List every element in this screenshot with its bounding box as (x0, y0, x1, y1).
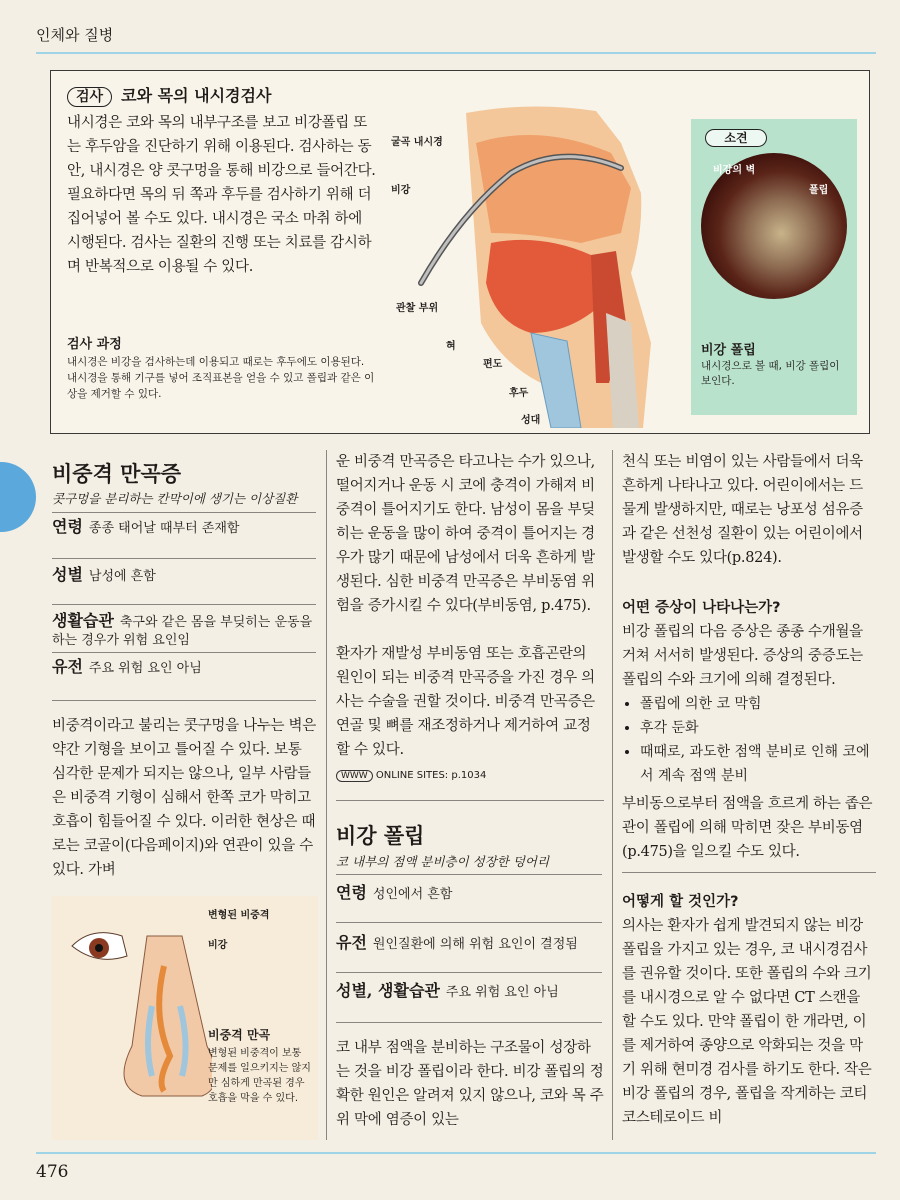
fact-key: 유전 (52, 657, 83, 676)
chapter-tab (0, 462, 36, 532)
footer-rule (36, 1152, 876, 1154)
polyp-subtitle: 코 내부의 점액 분비층이 성장한 덩어리 (336, 854, 550, 869)
rule (52, 558, 316, 559)
rule (52, 652, 316, 653)
fact-key: 유전 (336, 933, 367, 952)
finding-panel (691, 119, 857, 415)
polyp-fact-genetics (336, 934, 604, 954)
process-title: 검사 과정 (67, 337, 122, 352)
label-tongue: 혀 (446, 341, 456, 352)
what-text: 의사는 환자가 쉽게 발견되지 않는 비강 폴립을 가지고 있는 경우, 코 내시경검사를 권유할 것이다. 또한 폴립의 수와 크기를 내시경으로 알 수 없다면 CT 스캔을 할 수도 있다. 만약 폴립이 한 개라면, 이를 제거하여 종양으로 악화되는 것을 막기 위해 현미경 검사를 하기도 한다. 작은 비강 폴립의 경우, 폴립을 작게하는 코티코스테로이드 비 (622, 918, 872, 1126)
list-item: • 때때로, 과도한 점액 분비로 인해 코에서 계속 점액 분비 (640, 740, 876, 788)
rule (336, 972, 602, 973)
fact-value: 주요 위험 요인 아님 (88, 661, 202, 676)
finding-caption: 내시경으로 볼 때, 비강 폴립이 보인다. (701, 360, 840, 387)
process-text: 내시경은 비강을 검사하는데 이용되고 때로는 후두에도 이용된다. 내시경을 통해 기구를 넣어 조직표본을 얻을 수 있고 폴립과 같은 이상을 제거할 수 있다. (67, 356, 375, 400)
page-number: 476 (36, 1162, 69, 1182)
label-endoscope: 굴곡 내시경 (391, 137, 443, 148)
fact-key: 성별 (52, 565, 83, 584)
figure-caption-text: 변형된 비중격이 보통 문제를 일으키지는 않지만 심하게 만곡된 경우 호흡을 막을 수 있다. (208, 1048, 311, 1104)
fact-key: 성별, 생활습관 (336, 981, 440, 1000)
septum-body: 비중격이라고 불리는 콧구멍을 나누는 벽은 약간 기형을 보이고 틀어질 수 있다. 보통 심각한 문제가 되지는 않으나, 일부 사람들은 비중격 기형이 심해서 한쪽 코가 막히고 호흡이 힘들어질 수 있다. 이러한 현상은 때로는 코골이(다음페이지)와 연관이 있을 수 있다. 가벼 (52, 718, 316, 878)
symptoms-outro: 부비동으로부터 점액을 흐르게 하는 좁은 관이 폴립에 의해 막히면 잦은 부비동염(p.475)을 일으킬 수도 있다. (622, 796, 873, 860)
rule (336, 800, 604, 801)
what-title: 어떻게 할 것인가? (622, 894, 739, 910)
fact-value: 원인질환에 의해 위험 요인이 결정됨 (372, 937, 578, 952)
septum-subtitle: 콧구멍을 분리하는 칸막이에 생기는 이상질환 (52, 491, 298, 506)
finding-badge: 소견 (705, 129, 767, 147)
label-nasal: 비강 (208, 940, 228, 951)
label-polyp: 폴립 (809, 185, 829, 196)
rule (622, 872, 876, 873)
rule (52, 512, 316, 513)
septum-fact-sex (52, 566, 318, 586)
septum-continued: 운 비중격 만곡증은 타고나는 수가 있으나, 떨어지거나 운동 시 코에 충격이 가해져 비중격이 틀어지기도 한다. 남성이 몸을 부딪히는 운동을 많이 하여 중격이 틀어지는 경우가 많기 때문에 남성에서 더욱 흔하게 발생된다. 심한 비중격 만곡증은 부비동염 위험을 증가시킬 수 있다(부비동염, p.475). (336, 454, 595, 614)
figure-caption-title: 비중격 만곡 (208, 1028, 271, 1042)
fact-key: 연령 (52, 517, 83, 536)
rule (336, 874, 602, 875)
label-wall: 비강의 벽 (713, 165, 756, 176)
septum-fact-genetics (52, 658, 318, 678)
col-divider-1 (326, 450, 327, 1140)
septum-fact-lifestyle (52, 612, 318, 650)
fact-value: 축구와 같은 몸을 부딪히는 운동을 하는 경우가 위험 요인임 (52, 615, 313, 648)
polyp-fact-age (336, 884, 604, 904)
fact-value: 주요 위험 요인 아님 (445, 985, 559, 1000)
running-header: 인체와 질병 (36, 26, 114, 44)
label-nasal-cavity: 비강 (391, 185, 411, 196)
polyp-body: 코 내부 점액을 분비하는 구조물이 성장하는 것을 비강 폴립이라 한다. 비강 폴립의 정확한 원인은 알려져 있지 않으나, 코와 목 주위 막에 염증이 있는 (336, 1040, 604, 1128)
polyp-fact-sex-lifestyle (336, 982, 604, 1002)
rule (52, 604, 316, 605)
online-sites-text: ONLINE SITES: p.1034 (375, 770, 487, 781)
fact-value: 남성에 흔함 (88, 569, 156, 584)
label-vocal-cords: 성대 (521, 415, 541, 426)
exam-box (50, 70, 870, 434)
header-rule (36, 52, 876, 54)
rule (336, 1022, 602, 1023)
fact-key: 연령 (336, 883, 367, 902)
www-badge: WWW (336, 770, 373, 782)
list-item: • 후각 둔화 (640, 716, 876, 740)
exam-title-row (67, 83, 271, 107)
exam-title: 코와 목의 내시경검사 (121, 86, 272, 105)
finding-title: 비강 폴립 (701, 343, 756, 358)
septum-continued-2: 환자가 재발성 부비동염 또는 호흡곤란의 원인이 되는 비중격 만곡증을 가진 경우 의사는 수술을 권할 것이다. 비중격 만곡증은 연골 및 뼈를 재조정하거나 제거하여 교정할 수 있다. (336, 646, 595, 758)
label-view-area: 관찰 부위 (396, 303, 439, 314)
fact-value: 성인에서 흔함 (372, 887, 453, 902)
exam-badge: 검사 (67, 87, 112, 107)
rule (52, 700, 316, 701)
label-larynx: 후두 (509, 388, 529, 399)
label-tonsil: 편도 (483, 359, 503, 370)
symptoms-title: 어떤 증상이 나타나는가? (622, 600, 781, 616)
fact-value: 종종 태어날 때부터 존재함 (88, 521, 240, 536)
online-sites (336, 770, 486, 781)
list-item: • 폴립에 의한 코 막힘 (640, 692, 876, 716)
label-deviated-septum: 변형된 비중격 (208, 910, 270, 921)
symptoms-list (622, 692, 876, 788)
polyp-col3-intro: 천식 또는 비염이 있는 사람들에서 더욱 흔하게 나타나고 있다. 어린이에서는 드물게 발생하지만, 때로는 낭포성 섬유증과 같은 선천성 질환이 있는 어린이에서 발생할 수도 있다(p.824). (622, 454, 863, 566)
fact-key: 생활습관 (52, 611, 114, 630)
nose-illustration (52, 896, 212, 1140)
septum-fact-age (52, 518, 318, 538)
symptoms-intro: 비강 폴립의 다음 증상은 종종 수개월을 거쳐 서서히 발생된다. 증상의 중증도는 폴립의 수와 크기에 의해 결정된다. (622, 624, 863, 688)
polyp-title: 비강 폴립 (336, 824, 425, 848)
rule (336, 922, 602, 923)
exam-body: 내시경은 코와 목의 내부구조를 보고 비강폴립 또는 후두암을 진단하기 위해 이용된다. 검사하는 동안, 내시경은 양 콧구멍을 통해 비강으로 들어간다. 필요하다면 목의 뒤 쪽과 후두를 검사하기 위해 더 집어넣어 볼 수도 있다. 내시경은 국소 마취 하에 시행된다. 검사는 질환의 진행 또는 치료를 감시하며 반복적으로 이용될 수 있다. (67, 115, 376, 275)
col-divider-2 (612, 450, 613, 1140)
septum-title: 비중격 만곡증 (52, 462, 182, 486)
septum-figure (52, 896, 318, 1140)
